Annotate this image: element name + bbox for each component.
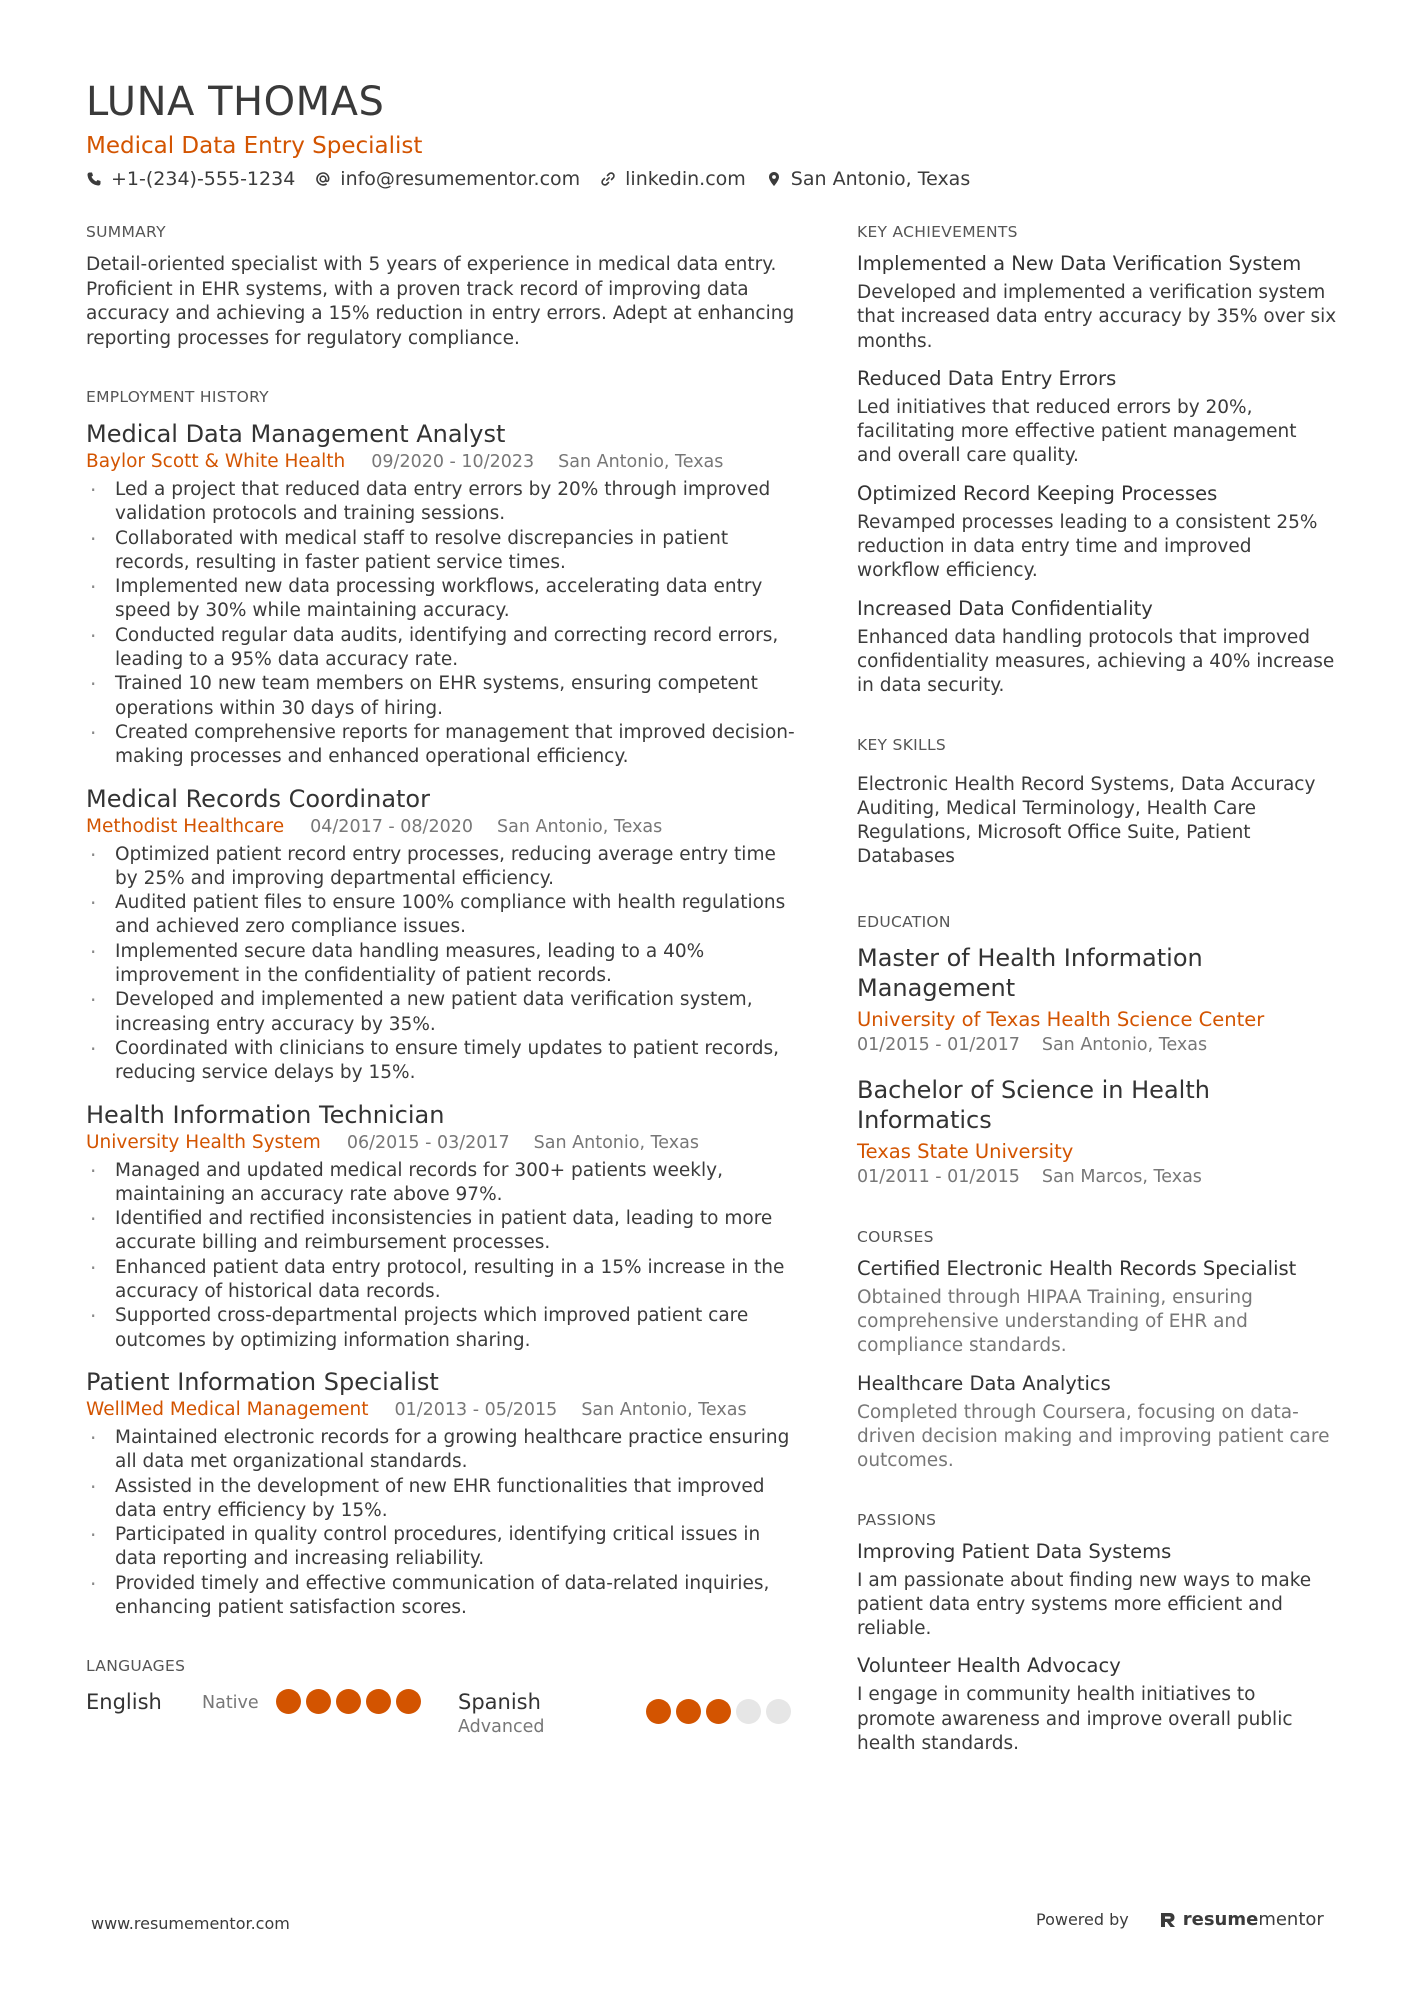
achievement-desc: Developed and implemented a verification system that increased data entry accuracy by 35% over six months. bbox=[857, 282, 1337, 352]
skills-section bbox=[857, 735, 1337, 870]
education-item bbox=[857, 943, 1337, 1057]
achievement-desc: Revamped processes leading to a consistent 25% reduction in data entry time and improved workflow efficiency. bbox=[857, 511, 1318, 582]
passion-title: Improving Patient Data Systems bbox=[857, 1539, 1172, 1563]
job-entry bbox=[86, 1367, 796, 1620]
job-bullet: · Audited patient files to ensure 100% compliance with health regulations and achieved zero compliance issues. bbox=[86, 891, 796, 940]
footer-powered bbox=[1036, 1909, 1324, 1930]
powered-by-label: Powered by bbox=[1036, 1910, 1129, 1929]
education-dates: 01/2015 - 01/2017 bbox=[857, 1034, 1020, 1055]
job-entry-title: Health Information Technician bbox=[86, 1100, 445, 1129]
job-bullets bbox=[86, 1426, 796, 1620]
language-level: Native bbox=[202, 1693, 259, 1714]
rating-dot-filled bbox=[676, 1699, 701, 1724]
education-heading: EDUCATION bbox=[857, 912, 951, 931]
summary-section bbox=[86, 222, 796, 351]
job-bullet: · Supported cross-departmental projects which improved patient care outcomes by optimizing information sharing. bbox=[86, 1304, 796, 1353]
job-entry bbox=[86, 784, 796, 1086]
footer-website[interactable]: www.resumementor.com bbox=[91, 1914, 290, 1933]
rating-dot-filled bbox=[336, 1689, 361, 1714]
job-location: San Antonio, Texas bbox=[581, 1399, 747, 1420]
summary-heading: SUMMARY bbox=[86, 223, 166, 241]
job-entry-title: Patient Information Specialist bbox=[86, 1367, 439, 1396]
job-bullet: · Managed and updated medical records for 300+ patients weekly, maintaining an accuracy rate above 97%. bbox=[86, 1159, 796, 1208]
job-dates: 01/2013 - 05/2015 bbox=[394, 1399, 558, 1420]
job-company: University Health System bbox=[86, 1131, 321, 1153]
job-bullet: · Coordinated with clinicians to ensure timely updates to patient records, reducing service delays by 15%. bbox=[86, 1037, 796, 1086]
course-title: Healthcare Data Analytics bbox=[857, 1371, 1111, 1395]
left-column bbox=[86, 222, 796, 1738]
course-item bbox=[857, 1371, 1337, 1474]
job-entry bbox=[86, 419, 796, 770]
job-bullet: · Implemented secure data handling measures, leading to a 40% improvement in the confidentiality of patient records. bbox=[86, 940, 796, 989]
job-dates: 04/2017 - 08/2020 bbox=[310, 816, 473, 837]
job-bullet: · Identified and rectified inconsistencies in patient data, leading to more accurate billing and reimbursement processes. bbox=[86, 1207, 796, 1256]
education-meta bbox=[857, 1165, 1337, 1189]
job-bullet: · Created comprehensive reports for management that improved decision-making processes and enhanced operational efficiency. bbox=[86, 721, 796, 770]
language-english bbox=[86, 1688, 458, 1738]
skills-heading: KEY SKILLS bbox=[857, 735, 947, 754]
job-entry bbox=[86, 1100, 796, 1353]
education-meta bbox=[857, 1033, 1337, 1057]
job-bullet: · Provided timely and effective communication of data-related inquiries, enhancing patient satisfaction scores. bbox=[86, 1572, 796, 1621]
achievement-title: Increased Data Confidentiality bbox=[857, 596, 1153, 620]
candidate-name: LUNA THOMAS bbox=[86, 79, 385, 125]
resumementor-logo-icon bbox=[1159, 1911, 1177, 1929]
job-location: San Antonio, Texas bbox=[533, 1132, 699, 1153]
achievement-title: Implemented a New Data Verification System bbox=[857, 252, 1302, 275]
rating-dot-filled bbox=[306, 1689, 331, 1714]
courses-section bbox=[857, 1227, 1337, 1474]
linkedin-text: linkedin.com bbox=[625, 168, 746, 190]
language-level: Advanced bbox=[458, 1717, 545, 1738]
rating-dot-filled bbox=[646, 1699, 671, 1724]
languages-section bbox=[86, 1656, 796, 1738]
passion-desc: I am passionate about finding new ways to make patient data entry systems more efficient and reliable. bbox=[857, 1569, 1312, 1640]
education-location: San Marcos, Texas bbox=[1041, 1166, 1202, 1187]
contact-phone bbox=[86, 166, 295, 192]
phone-text: +1-(234)-555-1234 bbox=[111, 168, 296, 190]
rating-dot-filled bbox=[706, 1699, 731, 1724]
job-bullets bbox=[86, 1159, 796, 1353]
brand-rest: mentor bbox=[1258, 1909, 1324, 1930]
job-bullet: · Enhanced patient data entry protocol, resulting in a 15% increase in the accuracy of historical data records. bbox=[86, 1256, 796, 1305]
employment-heading: EMPLOYMENT HISTORY bbox=[86, 388, 269, 406]
contact-location bbox=[766, 166, 970, 192]
job-bullet: · Developed and implemented a new patient data verification system, increasing entry accuracy by 35%. bbox=[86, 988, 796, 1037]
achievement-item bbox=[857, 251, 1337, 354]
passions-section bbox=[857, 1510, 1337, 1757]
job-entry-title: Medical Data Management Analyst bbox=[86, 420, 506, 448]
course-desc: Obtained through HIPAA Training, ensuring comprehensive understanding of EHR and compliance standards. bbox=[857, 1286, 1253, 1357]
skills-text: Electronic Health Record Systems, Data Accuracy Auditing, Medical Terminology, Health Care Regulations, Microsoft Office Suite, Patient Databases bbox=[857, 773, 1316, 868]
job-bullet: · Led a project that reduced data entry errors by 20% through improved validation protocols and training sessions. bbox=[86, 478, 796, 527]
job-bullet: · Implemented new data processing workflows, accelerating data entry speed by 30% while maintaining accuracy. bbox=[86, 575, 796, 624]
achievement-item bbox=[857, 596, 1337, 699]
job-entry-meta bbox=[86, 1131, 796, 1155]
education-location: San Antonio, Texas bbox=[1041, 1034, 1208, 1055]
education-dates: 01/2011 - 01/2015 bbox=[857, 1166, 1020, 1187]
education-degree: Master of Health Information Management bbox=[857, 943, 1203, 1002]
contact-bar bbox=[86, 166, 1336, 192]
passion-item bbox=[857, 1653, 1337, 1756]
education-degree: Bachelor of Science in Health Informatics bbox=[857, 1075, 1210, 1134]
brand-bold: resume bbox=[1182, 1909, 1259, 1930]
achievements-heading: KEY ACHIEVEMENTS bbox=[857, 223, 1018, 241]
job-entry-title: Medical Records Coordinator bbox=[86, 784, 430, 813]
language-name: English bbox=[86, 1690, 162, 1715]
contact-email[interactable] bbox=[315, 166, 580, 192]
language-spanish bbox=[458, 1688, 796, 1738]
job-dates: 06/2015 - 03/2017 bbox=[346, 1132, 510, 1153]
job-bullets bbox=[86, 843, 796, 1086]
email-text: info@resumementor.com bbox=[340, 168, 581, 190]
achievement-desc: Enhanced data handling protocols that improved confidentiality measures, achieving a 40% increase in data security. bbox=[857, 626, 1335, 697]
job-location: San Antonio, Texas bbox=[558, 452, 724, 472]
rating-dot-filled bbox=[366, 1689, 391, 1714]
job-bullet: · Maintained electronic records for a growing healthcare practice ensuring all data met organizational standards. bbox=[86, 1426, 796, 1475]
course-desc: Completed through Coursera, focusing on data-driven decision making and improving patient care outcomes. bbox=[857, 1401, 1330, 1472]
job-bullet: · Assisted in the development of new EHR functionalities that improved data entry efficiency by 15%. bbox=[86, 1475, 796, 1524]
job-entry-meta bbox=[86, 450, 796, 474]
job-bullet: · Optimized patient record entry processes, reducing average entry time by 25% and improving departmental efficiency. bbox=[86, 843, 796, 892]
language-text bbox=[458, 1688, 646, 1738]
rating-dot-empty bbox=[766, 1699, 791, 1724]
achievements-section bbox=[857, 222, 1337, 699]
contact-linkedin[interactable] bbox=[600, 166, 746, 192]
job-entry-meta bbox=[86, 815, 796, 839]
job-entry-meta bbox=[86, 1398, 796, 1422]
job-company: Baylor Scott & White Health bbox=[86, 451, 346, 472]
achievement-item bbox=[857, 366, 1337, 469]
passion-desc: I engage in community health initiatives to promote awareness and improve overall public health standards. bbox=[857, 1684, 1293, 1755]
passion-title: Volunteer Health Advocacy bbox=[857, 1654, 1121, 1678]
job-company: Methodist Healthcare bbox=[86, 815, 285, 837]
education-school: University of Texas Health Science Center bbox=[857, 1007, 1265, 1031]
location-pin-icon bbox=[766, 171, 782, 187]
rating-dot-filled bbox=[396, 1689, 421, 1714]
courses-heading: COURSES bbox=[857, 1227, 934, 1246]
achievement-item bbox=[857, 481, 1337, 584]
education-section bbox=[857, 912, 1337, 1189]
summary-text: Detail-oriented specialist with 5 years of experience in medical data entry. Proficient in EHR systems, with a proven track record of improving data accuracy and achieving a 15% reduction in entry errors. Adept at enhancing reporting processes for regulatory compliance. bbox=[86, 254, 795, 349]
resume-header bbox=[86, 78, 1336, 192]
language-name: Spanish bbox=[458, 1690, 541, 1715]
job-bullet: · Participated in quality control procedures, identifying critical issues in data reporting and increasing reliability. bbox=[86, 1523, 796, 1572]
job-title: Medical Data Entry Specialist bbox=[86, 133, 423, 159]
languages-list bbox=[86, 1688, 796, 1738]
course-item bbox=[857, 1256, 1337, 1359]
location-text: San Antonio, Texas bbox=[790, 168, 971, 190]
rating-dot-filled bbox=[276, 1689, 301, 1714]
right-column bbox=[857, 222, 1337, 1756]
rating-dots bbox=[646, 1699, 796, 1724]
course-title: Certified Electronic Health Records Specialist bbox=[857, 1256, 1297, 1280]
at-icon bbox=[315, 171, 331, 187]
brand-logo[interactable] bbox=[1159, 1909, 1324, 1930]
rating-dots bbox=[276, 1689, 426, 1714]
job-bullet: · Collaborated with medical staff to resolve discrepancies in patient records, resulting in faster patient service times. bbox=[86, 527, 796, 576]
job-bullet: · Conducted regular data audits, identifying and correcting record errors, leading to a 95% data accuracy rate. bbox=[86, 624, 796, 673]
job-dates: 09/2020 - 10/2023 bbox=[371, 452, 535, 472]
achievement-title: Optimized Record Keeping Processes bbox=[857, 481, 1218, 505]
achievement-desc: Led initiatives that reduced errors by 20%, facilitating more effective patient management and overall care quality. bbox=[857, 396, 1297, 467]
job-bullet: · Trained 10 new team members on EHR systems, ensuring competent operations within 30 days of hiring. bbox=[86, 672, 796, 721]
job-location: San Antonio, Texas bbox=[496, 816, 663, 837]
phone-icon bbox=[86, 171, 102, 187]
passions-heading: PASSIONS bbox=[857, 1510, 937, 1529]
rating-dot-empty bbox=[736, 1699, 761, 1724]
employment-section bbox=[86, 387, 796, 1620]
job-company: WellMed Medical Management bbox=[86, 1398, 369, 1420]
education-item bbox=[857, 1075, 1337, 1189]
link-icon bbox=[600, 171, 616, 187]
passion-item bbox=[857, 1539, 1337, 1642]
education-school: Texas State University bbox=[857, 1139, 1074, 1163]
languages-heading: LANGUAGES bbox=[86, 1657, 186, 1676]
job-bullets bbox=[86, 478, 796, 770]
achievement-title: Reduced Data Entry Errors bbox=[857, 366, 1117, 390]
